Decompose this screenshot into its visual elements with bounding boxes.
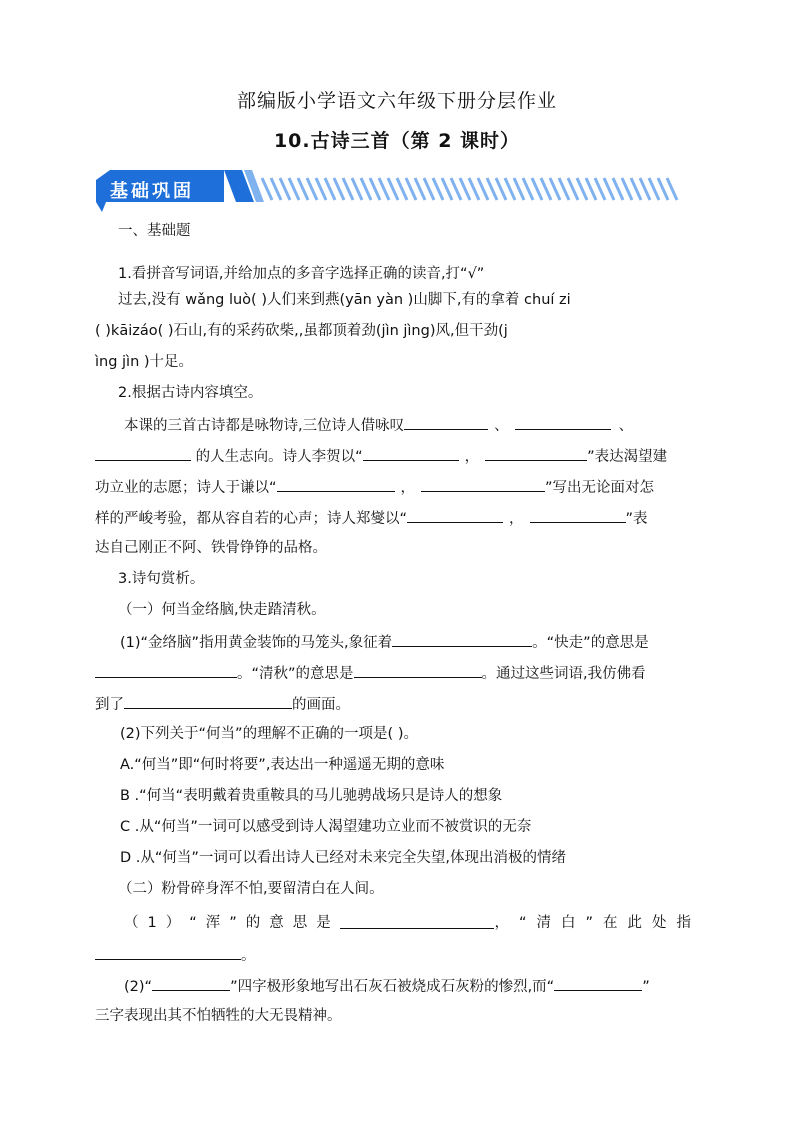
q2-line-1 bbox=[124, 413, 701, 437]
q3-text: 到了 bbox=[95, 697, 124, 713]
q3-text: ”四字极形象地写出石灰石被烧成石灰粉的惨烈,而“ bbox=[230, 979, 555, 995]
answer-blank[interactable] bbox=[124, 692, 292, 709]
answer-blank[interactable] bbox=[554, 974, 642, 991]
answer-blank[interactable] bbox=[95, 661, 237, 678]
q3-text: 。“清秋”的意思是 bbox=[237, 666, 354, 682]
answer-blank[interactable] bbox=[421, 475, 545, 492]
q3-p1-line-3 bbox=[95, 692, 701, 716]
q3-p3-line-2 bbox=[95, 943, 701, 967]
q3-text: （1）“浑”的意思是 bbox=[124, 915, 340, 931]
section-banner-label: 基础巩固 bbox=[110, 181, 194, 202]
section-heading: 一、基础题 bbox=[118, 223, 191, 239]
q3-p1-line-2 bbox=[95, 661, 701, 685]
option-a[interactable]: A.“何当”即“何时将要”,表达出一种遥遥无期的意味 bbox=[120, 757, 445, 773]
answer-blank[interactable] bbox=[392, 630, 532, 647]
answer-blank[interactable] bbox=[530, 506, 626, 523]
answer-blank[interactable] bbox=[95, 943, 241, 960]
q3-text: ，“清白”在此处指 bbox=[494, 915, 701, 931]
q3-text: 。通过这些词语,我仿佛看 bbox=[481, 666, 646, 682]
answer-blank[interactable] bbox=[95, 444, 191, 461]
q2-line-4 bbox=[95, 506, 701, 530]
answer-blank[interactable] bbox=[515, 413, 611, 430]
q3-p4-line-2: 三字表现出其不怕牺牲的大无畏精神。 bbox=[95, 1008, 342, 1024]
q3-part-1-poem: （一）何当金络脑,快走踏清秋。 bbox=[118, 602, 326, 618]
q1-line-3: ìng jìn )十足。 bbox=[95, 354, 194, 370]
q2-text: 的人生志向。诗人李贺以“ bbox=[191, 449, 363, 465]
q2-line-2 bbox=[95, 444, 701, 468]
q2-text: 、 bbox=[618, 418, 634, 434]
q3-prompt: 3.诗句赏析。 bbox=[118, 571, 205, 587]
q3-part-2-poem: （二）粉骨碎身浑不怕,要留清白在人间。 bbox=[118, 881, 384, 897]
answer-blank[interactable] bbox=[485, 444, 587, 461]
q2-text: ， bbox=[400, 480, 416, 496]
q2-text: ， bbox=[509, 511, 524, 527]
option-b[interactable]: B .“何当“表明戴着贵重鞍具的马儿驰骋战场只是诗人的想象 bbox=[120, 788, 503, 804]
answer-blank[interactable] bbox=[404, 413, 488, 430]
answer-blank[interactable] bbox=[277, 475, 395, 492]
q3-text: (1)“金络脑”指用黄金装饰的马笼头,象征着 bbox=[120, 635, 393, 651]
q2-prompt: 2.根据古诗内容填空。 bbox=[118, 385, 263, 401]
answer-blank[interactable] bbox=[340, 912, 495, 929]
option-d[interactable]: D .从“何当”一词可以看出诗人已经对未来完全失望,体现出消极的情绪 bbox=[120, 850, 567, 866]
q1-prompt: 1.看拼音写词语,并给加点的多音字选择正确的读音,打“√” bbox=[118, 266, 485, 282]
q3-p4-line-1 bbox=[124, 974, 730, 998]
hatch-pattern bbox=[262, 178, 677, 200]
answer-blank[interactable] bbox=[152, 974, 230, 991]
q2-text: 功立业的志愿；诗人于谦以“ bbox=[95, 480, 277, 496]
q3-text: 。 bbox=[241, 948, 256, 964]
q2-text: ， bbox=[464, 449, 480, 465]
q2-text: 样的严峻考验，都从容自若的心声；诗人郑燮以“ bbox=[95, 511, 408, 527]
q2-text: 、 bbox=[494, 418, 509, 434]
q2-text: ”表 bbox=[625, 511, 648, 527]
q1-line-1: 过去,没有 wǎng luò( )人们来到燕(yān yàn )山脚下,有的拿着 chuí zi bbox=[118, 292, 571, 308]
q3-text: ” bbox=[642, 979, 650, 995]
answer-blank[interactable] bbox=[363, 444, 459, 461]
q1-line-2: ( )kāizáo( )石山,有的采药砍柴,,虽都顶着劲(jìn jìng)风,但干劲(j bbox=[95, 323, 508, 339]
q3-p3-line-1 bbox=[124, 912, 701, 934]
lesson-title: 10.古诗三首（第 2 课时） bbox=[273, 130, 521, 152]
q2-text: ”表达渴望建 bbox=[587, 449, 668, 465]
option-c[interactable]: C .从“何当”一词可以感受到诗人渴望建功立业而不被赏识的无奈 bbox=[120, 819, 532, 835]
q2-line-3 bbox=[95, 475, 701, 499]
q3-text: 。“快走”的意思是 bbox=[532, 635, 649, 651]
q3-text: 的画面。 bbox=[292, 697, 350, 713]
page-title: 部编版小学语文六年级下册分层作业 bbox=[236, 90, 557, 112]
answer-blank[interactable] bbox=[354, 661, 482, 678]
q2-text: 本课的三首古诗都是咏物诗,三位诗人借咏叹 bbox=[124, 418, 405, 434]
q2-text: ”写出无论面对怎 bbox=[545, 480, 655, 496]
q2-line-5: 达自己刚正不阿、铁骨铮铮的品格。 bbox=[95, 540, 327, 556]
q3-text: (2)“ bbox=[124, 979, 153, 995]
q3-p2-question: (2)下列关于“何当”的理解不正确的一项是( )。 bbox=[120, 726, 418, 742]
q3-p1-line-1 bbox=[120, 630, 726, 654]
answer-blank[interactable] bbox=[407, 506, 503, 523]
